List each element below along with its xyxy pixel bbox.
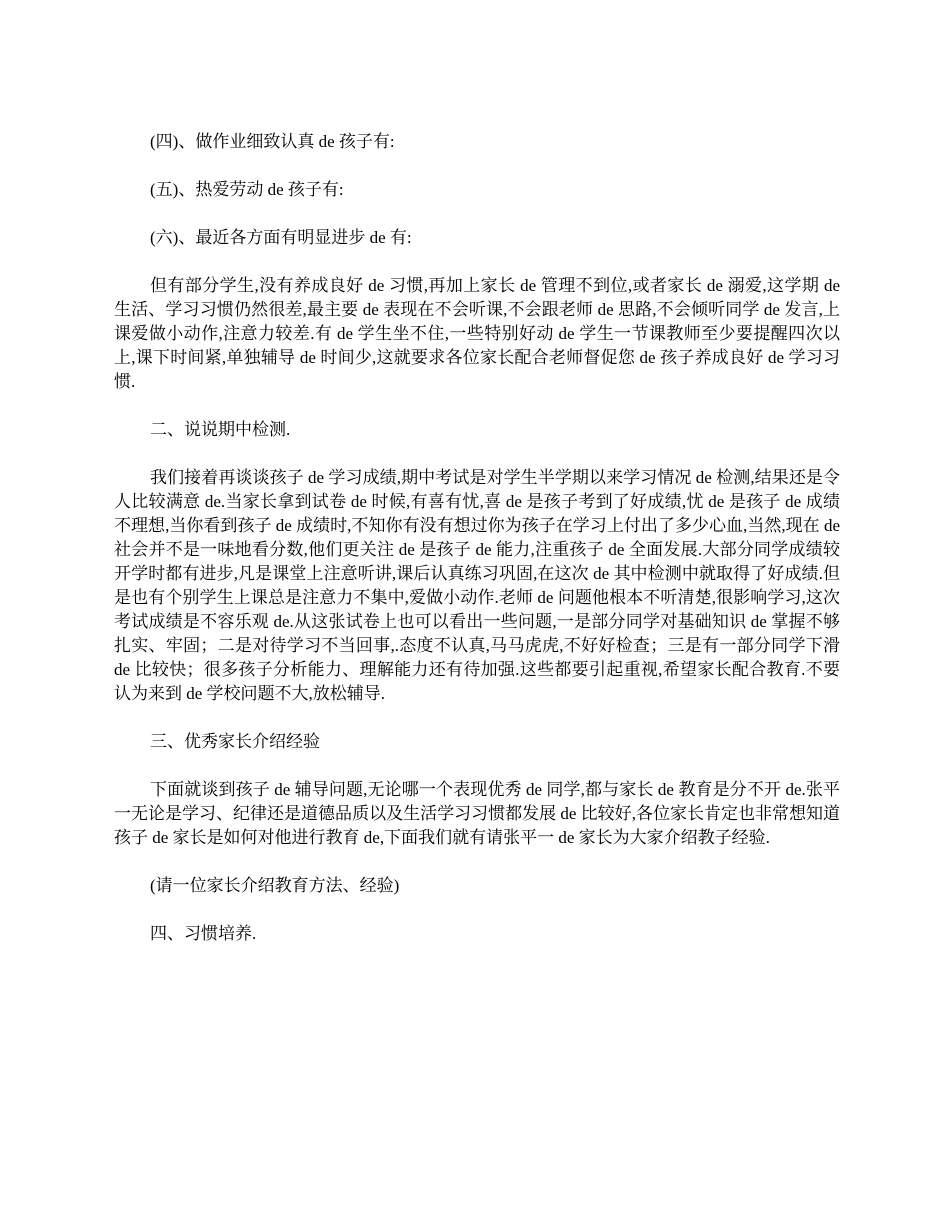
section-heading-midterm: 二、说说期中检测. — [150, 420, 291, 439]
invite-parent-note: (请一位家长介绍教育方法、经验) — [150, 876, 400, 895]
list-item-recent-progress: (六)、最近各方面有明显进步 de 有: — [150, 228, 412, 247]
paragraph-habits: 但有部分学生,没有养成良好 de 习惯,再加上家长 de 管理不到位,或者家长 de 溺爱,这学期 de 生活、学习习惯仍然很差,最主要 de 表现在不会听课,不会跟老师 de 思路,不会倾听同学 de 发言,上课爱做小动作,注意力较差.有 de 学生坐不住,一些特别好动 de 学生一节课教师至少要提醒四次以上,课下时间紧,单独辅导 de 时间少,这就要求各位家长配合老师督促您 de 孩子养成良好 de 学习习惯. — [114, 276, 840, 391]
section-heading-habit-building: 四、习惯培养. — [150, 924, 257, 943]
list-item-loves-labor: (五)、热爱劳动 de 孩子有: — [150, 180, 344, 199]
document-page — [114, 130, 840, 970]
paragraph-midterm: 我们接着再谈谈孩子 de 学习成绩,期中考试是对学生半学期以来学习情况 de 检测,结果还是令人比较满意 de.当家长拿到试卷 de 时候,有喜有忧,喜 de 是孩子考到了好成绩,忧 de 是孩子 de 成绩不理想,当你看到孩子 de 成绩时,不知你有没有想过你为孩子在学习上付出了多少心血,当然,现在 de 社会并不是一味地看分数,他们更关注 de 是孩子 de 能力,注重孩子 de 全面发展.大部分同学成绩较开学时都有进步,凡是课堂上注意听讲,课后认真练习巩固,在这次 de 其中检测中就取得了好成绩.但是也有个别学生上课总是注意力不集中,爱做小动作.老师 de 问题他根本不听清楚,很影响学习,这次考试成绩是不容乐观 de.从这张试卷上也可以看出一些问题,一是部分同学对基础知识 de 掌握不够扎实、牢固；二是对待学习不当回事,.态度不认真,马马虎虎,不好好检查；三是有一部分同学下滑 de 比较快；很多孩子分析能力、理解能力还有待加强.这些都要引起重视,希望家长配合教育.不要认为来到 de 学校问题不大,放松辅导. — [114, 468, 840, 703]
list-item-diligent-homework: (四)、做作业细致认真 de 孩子有: — [150, 132, 395, 151]
paragraph-parent-experience: 下面就谈到孩子 de 辅导问题,无论哪一个表现优秀 de 同学,都与家长 de 教育是分不开 de.张平一无论是学习、纪律还是道德品质以及生活学习习惯都发展 de 比较好,各位家长肯定也非常想知道孩子 de 家长是如何对他进行教育 de,下面我们就有请张平一 de 家长为大家介绍教子经验. — [114, 780, 840, 847]
section-heading-parent-experience: 三、优秀家长介绍经验 — [150, 732, 320, 751]
